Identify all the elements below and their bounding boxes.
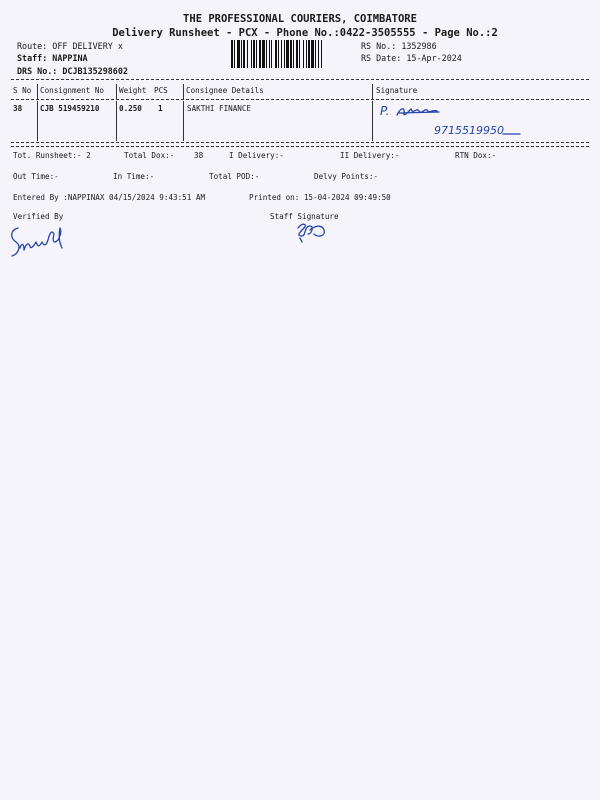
col-header-weight: Weight: [119, 86, 147, 95]
staff-label: Staff: NAPPINA: [17, 53, 88, 63]
col-separator: [37, 101, 38, 141]
delvy-points: Delvy Points:-: [314, 172, 379, 181]
total-dox-value: 38: [194, 151, 204, 160]
table-bottom-rule-double: [11, 146, 589, 147]
i-delivery: I Delivery:-: [229, 151, 284, 160]
row-consignment-no: CJB 519459210: [40, 104, 100, 113]
ii-delivery: II Delivery:-: [340, 151, 400, 160]
col-separator: [116, 101, 117, 141]
col-header-sno: S No: [13, 86, 32, 95]
tot-runsheet: Tot. Runsheet:- 2: [13, 151, 91, 160]
col-separator: [372, 84, 373, 99]
col-header-pcs: PCS: [154, 86, 168, 95]
receiver-initial: P.: [380, 104, 390, 118]
staff-signature-label: Staff Signature: [270, 212, 339, 221]
col-separator: [37, 84, 38, 99]
out-time: Out Time:-: [13, 172, 59, 181]
route-label: Route: OFF DELIVERY x: [17, 41, 123, 51]
printed-on: Printed on: 15-04-2024 09:49:50: [249, 193, 391, 202]
table-top-rule: [11, 79, 589, 80]
col-separator: [372, 101, 373, 141]
col-separator: [183, 84, 184, 99]
verified-by-label: Verified By: [13, 212, 64, 221]
table-header-rule: [11, 99, 589, 100]
barcode-bar: [322, 40, 323, 68]
rs-number: RS No.: 1352986: [361, 41, 437, 51]
entered-by: Entered By :NAPPINAX 04/15/2024 9:43:51 AM: [13, 193, 206, 202]
in-time: In Time:-: [113, 172, 155, 181]
runsheet-subtitle: Delivery Runsheet - PCX - Phone No.:0422-3505555 - Page No.:2: [112, 27, 498, 39]
receiver-signature-scribble: [395, 103, 445, 123]
col-separator: [116, 84, 117, 99]
phone-underline-stroke: [502, 131, 522, 137]
receiver-phone: 9715519950: [434, 124, 504, 137]
drs-number: DRS No.: DCJB135298602: [17, 66, 128, 76]
total-dox-label: Total Dox:-: [124, 151, 175, 160]
row-sno: 38: [13, 104, 23, 113]
barcode-image: [231, 40, 355, 68]
verifier-signature: [8, 222, 68, 262]
row-weight: 0.250: [119, 104, 142, 113]
rtn-dox: RTN Dox:-: [455, 151, 497, 160]
table-bottom-rule: [11, 142, 589, 143]
row-consignee: SAKTHI FINANCE: [187, 104, 252, 113]
col-header-consignee: Consignee Details: [186, 86, 264, 95]
total-pod: Total POD:-: [209, 172, 260, 181]
rs-date: RS Date: 15-Apr-2024: [361, 53, 462, 63]
col-header-consignment: Consignment No: [40, 86, 105, 95]
row-pcs: 1: [158, 104, 163, 113]
company-title: THE PROFESSIONAL COURIERS, COIMBATORE: [183, 13, 417, 25]
col-separator: [183, 101, 184, 141]
col-header-signature: Signature: [376, 86, 418, 95]
staff-signature-scribble: [292, 218, 332, 246]
